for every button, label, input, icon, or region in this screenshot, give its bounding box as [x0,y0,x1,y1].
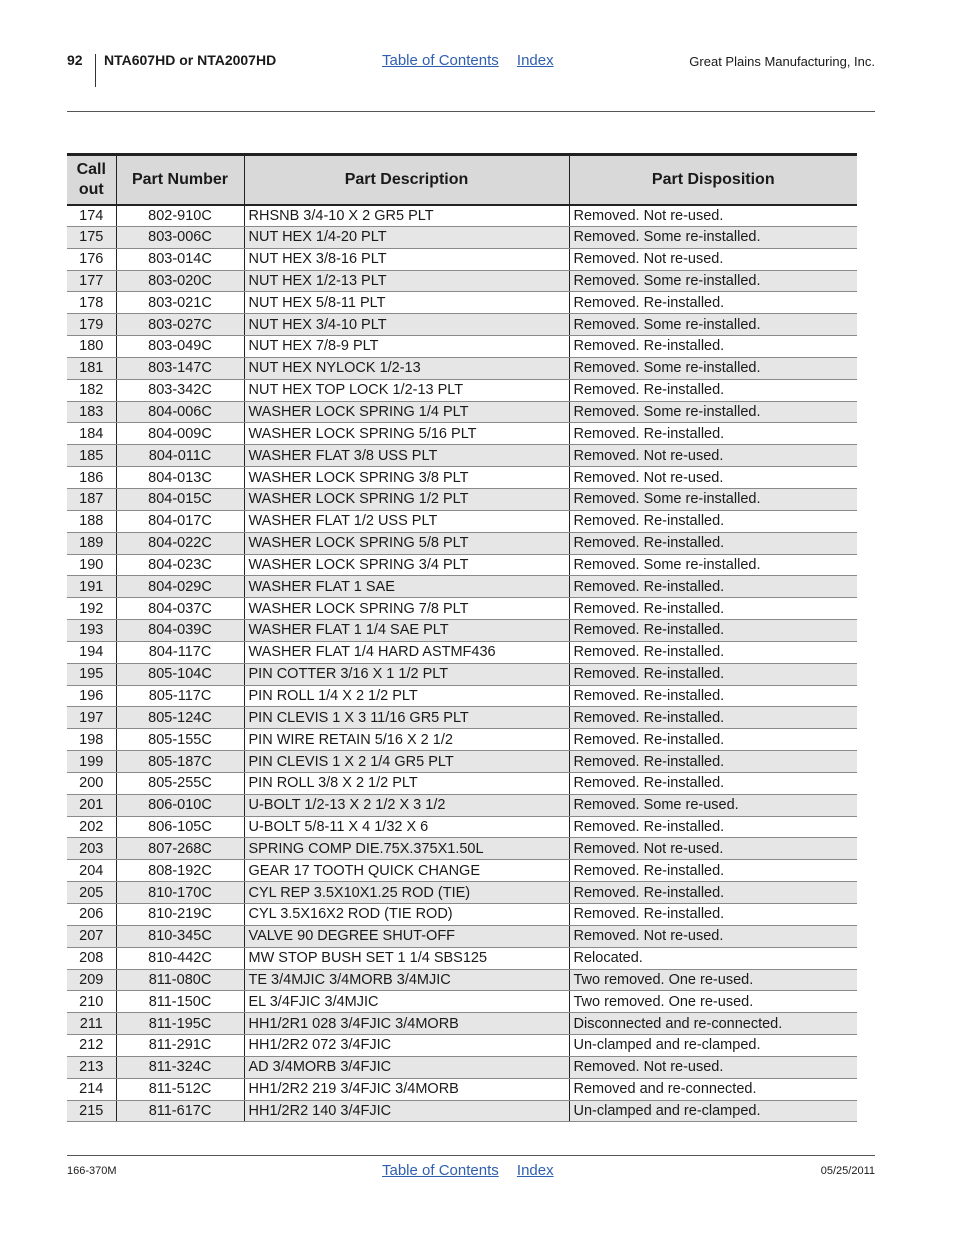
callout-cell: 176 [67,248,116,270]
callout-cell: 195 [67,663,116,685]
disposition-cell: Removed. Re-installed. [569,663,857,685]
disposition-cell: Removed. Re-installed. [569,685,857,707]
disposition-cell: Removed. Re-installed. [569,423,857,445]
callout-cell: 194 [67,641,116,663]
col-header-description: Part Description [244,155,569,205]
table-row [67,904,857,926]
disposition-cell: Removed. Not re-used. [569,445,857,467]
disposition-cell: Removed. Not re-used. [569,205,857,227]
part-number-cell: 805-124C [116,707,244,729]
description-cell: HH1/2R1 028 3/4FJIC 3/4MORB [244,1013,569,1035]
part-number-cell: 810-219C [116,904,244,926]
table-row [67,314,857,336]
callout-cell: 201 [67,794,116,816]
toc-link[interactable]: Table of Contents [382,52,499,69]
part-number-cell: 805-155C [116,729,244,751]
table-row [67,1078,857,1100]
table-row [67,882,857,904]
col-header-part-number: Part Number [116,155,244,205]
footer-rule [67,1155,875,1156]
description-cell: CYL 3.5X16X2 ROD (TIE ROD) [244,904,569,926]
callout-cell: 205 [67,882,116,904]
part-number-cell: 805-255C [116,772,244,794]
part-number-cell: 811-324C [116,1056,244,1078]
part-number-cell: 804-117C [116,641,244,663]
manual-title: NTA607HD or NTA2007HD [104,52,277,68]
part-number-cell: 811-617C [116,1100,244,1122]
description-cell: WASHER LOCK SPRING 3/8 PLT [244,467,569,489]
table-row [67,925,857,947]
description-cell: WASHER LOCK SPRING 1/4 PLT [244,401,569,423]
disposition-cell: Removed. Some re-installed. [569,357,857,379]
part-number-cell: 804-022C [116,532,244,554]
description-cell: PIN CLEVIS 1 X 3 11/16 GR5 PLT [244,707,569,729]
description-cell: WASHER FLAT 1 SAE [244,576,569,598]
doc-number: 166-370M [67,1165,117,1177]
table-row [67,729,857,751]
disposition-cell: Removed. Re-installed. [569,882,857,904]
part-number-cell: 810-345C [116,925,244,947]
company-name: Great Plains Manufacturing, Inc. [689,54,875,69]
table-row [67,379,857,401]
footer-index-link[interactable]: Index [516,1162,554,1179]
description-cell: NUT HEX 3/8-16 PLT [244,248,569,270]
part-number-cell: 803-006C [116,226,244,248]
description-cell: WASHER LOCK SPRING 1/2 PLT [244,488,569,510]
footer-links [382,1162,568,1179]
callout-cell: 200 [67,772,116,794]
part-number-cell: 804-017C [116,510,244,532]
description-cell: NUT HEX 1/2-13 PLT [244,270,569,292]
callout-cell: 189 [67,532,116,554]
table-row [67,467,857,489]
callout-cell: 210 [67,991,116,1013]
disposition-cell: Removed. Not re-used. [569,248,857,270]
header-rule [67,111,875,112]
disposition-cell: Removed. Re-installed. [569,751,857,773]
table-row [67,532,857,554]
disposition-cell: Two removed. One re-used. [569,991,857,1013]
disposition-cell: Removed. Re-installed. [569,510,857,532]
table-row [67,751,857,773]
part-number-cell: 803-342C [116,379,244,401]
col-header-disposition: Part Disposition [569,155,857,205]
disposition-cell: Removed. Some re-installed. [569,314,857,336]
part-number-cell: 803-049C [116,336,244,358]
col-header-callout: Call out [67,155,116,205]
disposition-cell: Removed. Re-installed. [569,816,857,838]
callout-cell: 177 [67,270,116,292]
table-row [67,336,857,358]
disposition-cell: Un-clamped and re-clamped. [569,1100,857,1122]
table-row [67,205,857,227]
callout-cell: 209 [67,969,116,991]
disposition-cell: Removed. Re-installed. [569,904,857,926]
table-row [67,1056,857,1078]
part-number-cell: 804-011C [116,445,244,467]
description-cell: NUT HEX 7/8-9 PLT [244,336,569,358]
description-cell: NUT HEX TOP LOCK 1/2-13 PLT [244,379,569,401]
callout-cell: 179 [67,314,116,336]
disposition-cell: Removed. Not re-used. [569,467,857,489]
disposition-cell: Removed. Not re-used. [569,838,857,860]
description-cell: WASHER LOCK SPRING 5/8 PLT [244,532,569,554]
table-row [67,1013,857,1035]
description-cell: WASHER LOCK SPRING 3/4 PLT [244,554,569,576]
part-number-cell: 804-013C [116,467,244,489]
description-cell: WASHER FLAT 3/8 USS PLT [244,445,569,467]
callout-cell: 188 [67,510,116,532]
callout-cell: 207 [67,925,116,947]
table-row [67,707,857,729]
callout-cell: 204 [67,860,116,882]
table-row [67,641,857,663]
table-row [67,292,857,314]
disposition-cell: Removed. Some re-installed. [569,270,857,292]
table-row [67,838,857,860]
part-number-cell: 803-021C [116,292,244,314]
disposition-cell: Removed. Re-installed. [569,772,857,794]
callout-cell: 191 [67,576,116,598]
callout-cell: 190 [67,554,116,576]
description-cell: SPRING COMP DIE.75X.375X1.50L [244,838,569,860]
part-number-cell: 803-147C [116,357,244,379]
table-row [67,772,857,794]
table-row [67,576,857,598]
part-number-cell: 811-080C [116,969,244,991]
part-number-cell: 807-268C [116,838,244,860]
callout-cell: 208 [67,947,116,969]
part-number-cell: 804-015C [116,488,244,510]
part-number-cell: 803-027C [116,314,244,336]
callout-cell: 202 [67,816,116,838]
disposition-cell: Removed. Some re-installed. [569,401,857,423]
callout-cell: 175 [67,226,116,248]
table-row [67,270,857,292]
disposition-cell: Relocated. [569,947,857,969]
part-number-cell: 802-910C [116,205,244,227]
callout-cell: 184 [67,423,116,445]
callout-cell: 211 [67,1013,116,1035]
part-number-cell: 808-192C [116,860,244,882]
parts-table-body [67,205,857,1122]
callout-cell: 213 [67,1056,116,1078]
disposition-cell: Removed. Re-installed. [569,379,857,401]
part-number-cell: 805-104C [116,663,244,685]
description-cell: WASHER LOCK SPRING 7/8 PLT [244,598,569,620]
callout-cell: 187 [67,488,116,510]
description-cell: VALVE 90 DEGREE SHUT-OFF [244,925,569,947]
disposition-cell: Removed. Re-installed. [569,860,857,882]
parts-table [67,153,857,1122]
description-cell: WASHER FLAT 1/2 USS PLT [244,510,569,532]
disposition-cell: Removed and re-connected. [569,1078,857,1100]
callout-cell: 198 [67,729,116,751]
description-cell: CYL REP 3.5X10X1.25 ROD (TIE) [244,882,569,904]
disposition-cell: Removed. Some re-installed. [569,488,857,510]
disposition-cell: Removed. Re-installed. [569,707,857,729]
callout-cell: 180 [67,336,116,358]
table-row [67,554,857,576]
description-cell: HH1/2R2 219 3/4FJIC 3/4MORB [244,1078,569,1100]
callout-cell: 174 [67,205,116,227]
part-number-cell: 811-512C [116,1078,244,1100]
callout-cell: 192 [67,598,116,620]
part-number-cell: 805-117C [116,685,244,707]
table-row [67,1100,857,1122]
description-cell: PIN CLEVIS 1 X 2 1/4 GR5 PLT [244,751,569,773]
callout-cell: 183 [67,401,116,423]
part-number-cell: 811-150C [116,991,244,1013]
disposition-cell: Removed. Re-installed. [569,641,857,663]
header-divider [95,54,96,87]
part-number-cell: 804-009C [116,423,244,445]
part-number-cell: 811-195C [116,1013,244,1035]
description-cell: RHSNB 3/4-10 X 2 GR5 PLT [244,205,569,227]
page-number: 92 [67,52,83,68]
callout-cell: 193 [67,620,116,642]
disposition-cell: Removed. Some re-used. [569,794,857,816]
part-number-cell: 810-442C [116,947,244,969]
disposition-cell: Disconnected and re-connected. [569,1013,857,1035]
part-number-cell: 810-170C [116,882,244,904]
table-row [67,1035,857,1057]
index-link[interactable]: Index [516,52,554,69]
callout-cell: 185 [67,445,116,467]
disposition-cell: Removed. Re-installed. [569,729,857,751]
part-number-cell: 804-023C [116,554,244,576]
callout-cell: 199 [67,751,116,773]
table-row [67,401,857,423]
disposition-cell: Removed. Some re-installed. [569,226,857,248]
callout-cell: 197 [67,707,116,729]
disposition-cell: Removed. Re-installed. [569,292,857,314]
part-number-cell: 803-020C [116,270,244,292]
part-number-cell: 805-187C [116,751,244,773]
callout-cell: 212 [67,1035,116,1057]
disposition-cell: Two removed. One re-used. [569,969,857,991]
description-cell: PIN ROLL 1/4 X 2 1/2 PLT [244,685,569,707]
part-number-cell: 804-037C [116,598,244,620]
part-number-cell: 806-105C [116,816,244,838]
description-cell: HH1/2R2 140 3/4FJIC [244,1100,569,1122]
description-cell: NUT HEX 3/4-10 PLT [244,314,569,336]
callout-cell: 186 [67,467,116,489]
table-row [67,663,857,685]
description-cell: U-BOLT 1/2-13 X 2 1/2 X 3 1/2 [244,794,569,816]
description-cell: WASHER LOCK SPRING 5/16 PLT [244,423,569,445]
description-cell: EL 3/4FJIC 3/4MJIC [244,991,569,1013]
callout-cell: 178 [67,292,116,314]
part-number-cell: 804-029C [116,576,244,598]
table-row [67,226,857,248]
header-links [382,52,568,69]
disposition-cell: Removed. Re-installed. [569,598,857,620]
revision-date: 05/25/2011 [820,1165,875,1177]
table-header-row [67,155,857,205]
description-cell: GEAR 17 TOOTH QUICK CHANGE [244,860,569,882]
description-cell: PIN ROLL 3/8 X 2 1/2 PLT [244,772,569,794]
part-number-cell: 803-014C [116,248,244,270]
description-cell: MW STOP BUSH SET 1 1/4 SBS125 [244,947,569,969]
table-row [67,598,857,620]
disposition-cell: Removed. Not re-used. [569,1056,857,1078]
disposition-cell: Un-clamped and re-clamped. [569,1035,857,1057]
callout-cell: 214 [67,1078,116,1100]
part-number-cell: 804-039C [116,620,244,642]
disposition-cell: Removed. Some re-installed. [569,554,857,576]
disposition-cell: Removed. Re-installed. [569,576,857,598]
table-row [67,423,857,445]
description-cell: NUT HEX NYLOCK 1/2-13 [244,357,569,379]
disposition-cell: Removed. Not re-used. [569,925,857,947]
table-row [67,991,857,1013]
callout-cell: 206 [67,904,116,926]
disposition-cell: Removed. Re-installed. [569,532,857,554]
description-cell: TE 3/4MJIC 3/4MORB 3/4MJIC [244,969,569,991]
description-cell: NUT HEX 5/8-11 PLT [244,292,569,314]
disposition-cell: Removed. Re-installed. [569,620,857,642]
table-row [67,248,857,270]
table-row [67,357,857,379]
table-row [67,860,857,882]
footer-toc-link[interactable]: Table of Contents [382,1162,499,1179]
callout-cell: 196 [67,685,116,707]
callout-cell: 203 [67,838,116,860]
part-number-cell: 806-010C [116,794,244,816]
part-number-cell: 804-006C [116,401,244,423]
description-cell: PIN WIRE RETAIN 5/16 X 2 1/2 [244,729,569,751]
table-row [67,510,857,532]
table-row [67,488,857,510]
disposition-cell: Removed. Re-installed. [569,336,857,358]
description-cell: PIN COTTER 3/16 X 1 1/2 PLT [244,663,569,685]
table-row [67,620,857,642]
table-row [67,947,857,969]
table-row [67,969,857,991]
table-row [67,685,857,707]
description-cell: WASHER FLAT 1 1/4 SAE PLT [244,620,569,642]
description-cell: NUT HEX 1/4-20 PLT [244,226,569,248]
description-cell: WASHER FLAT 1/4 HARD ASTMF436 [244,641,569,663]
description-cell: AD 3/4MORB 3/4FJIC [244,1056,569,1078]
part-number-cell: 811-291C [116,1035,244,1057]
callout-cell: 215 [67,1100,116,1122]
callout-cell: 181 [67,357,116,379]
description-cell: HH1/2R2 072 3/4FJIC [244,1035,569,1057]
callout-cell: 182 [67,379,116,401]
table-row [67,794,857,816]
description-cell: U-BOLT 5/8-11 X 4 1/32 X 6 [244,816,569,838]
table-row [67,816,857,838]
table-row [67,445,857,467]
